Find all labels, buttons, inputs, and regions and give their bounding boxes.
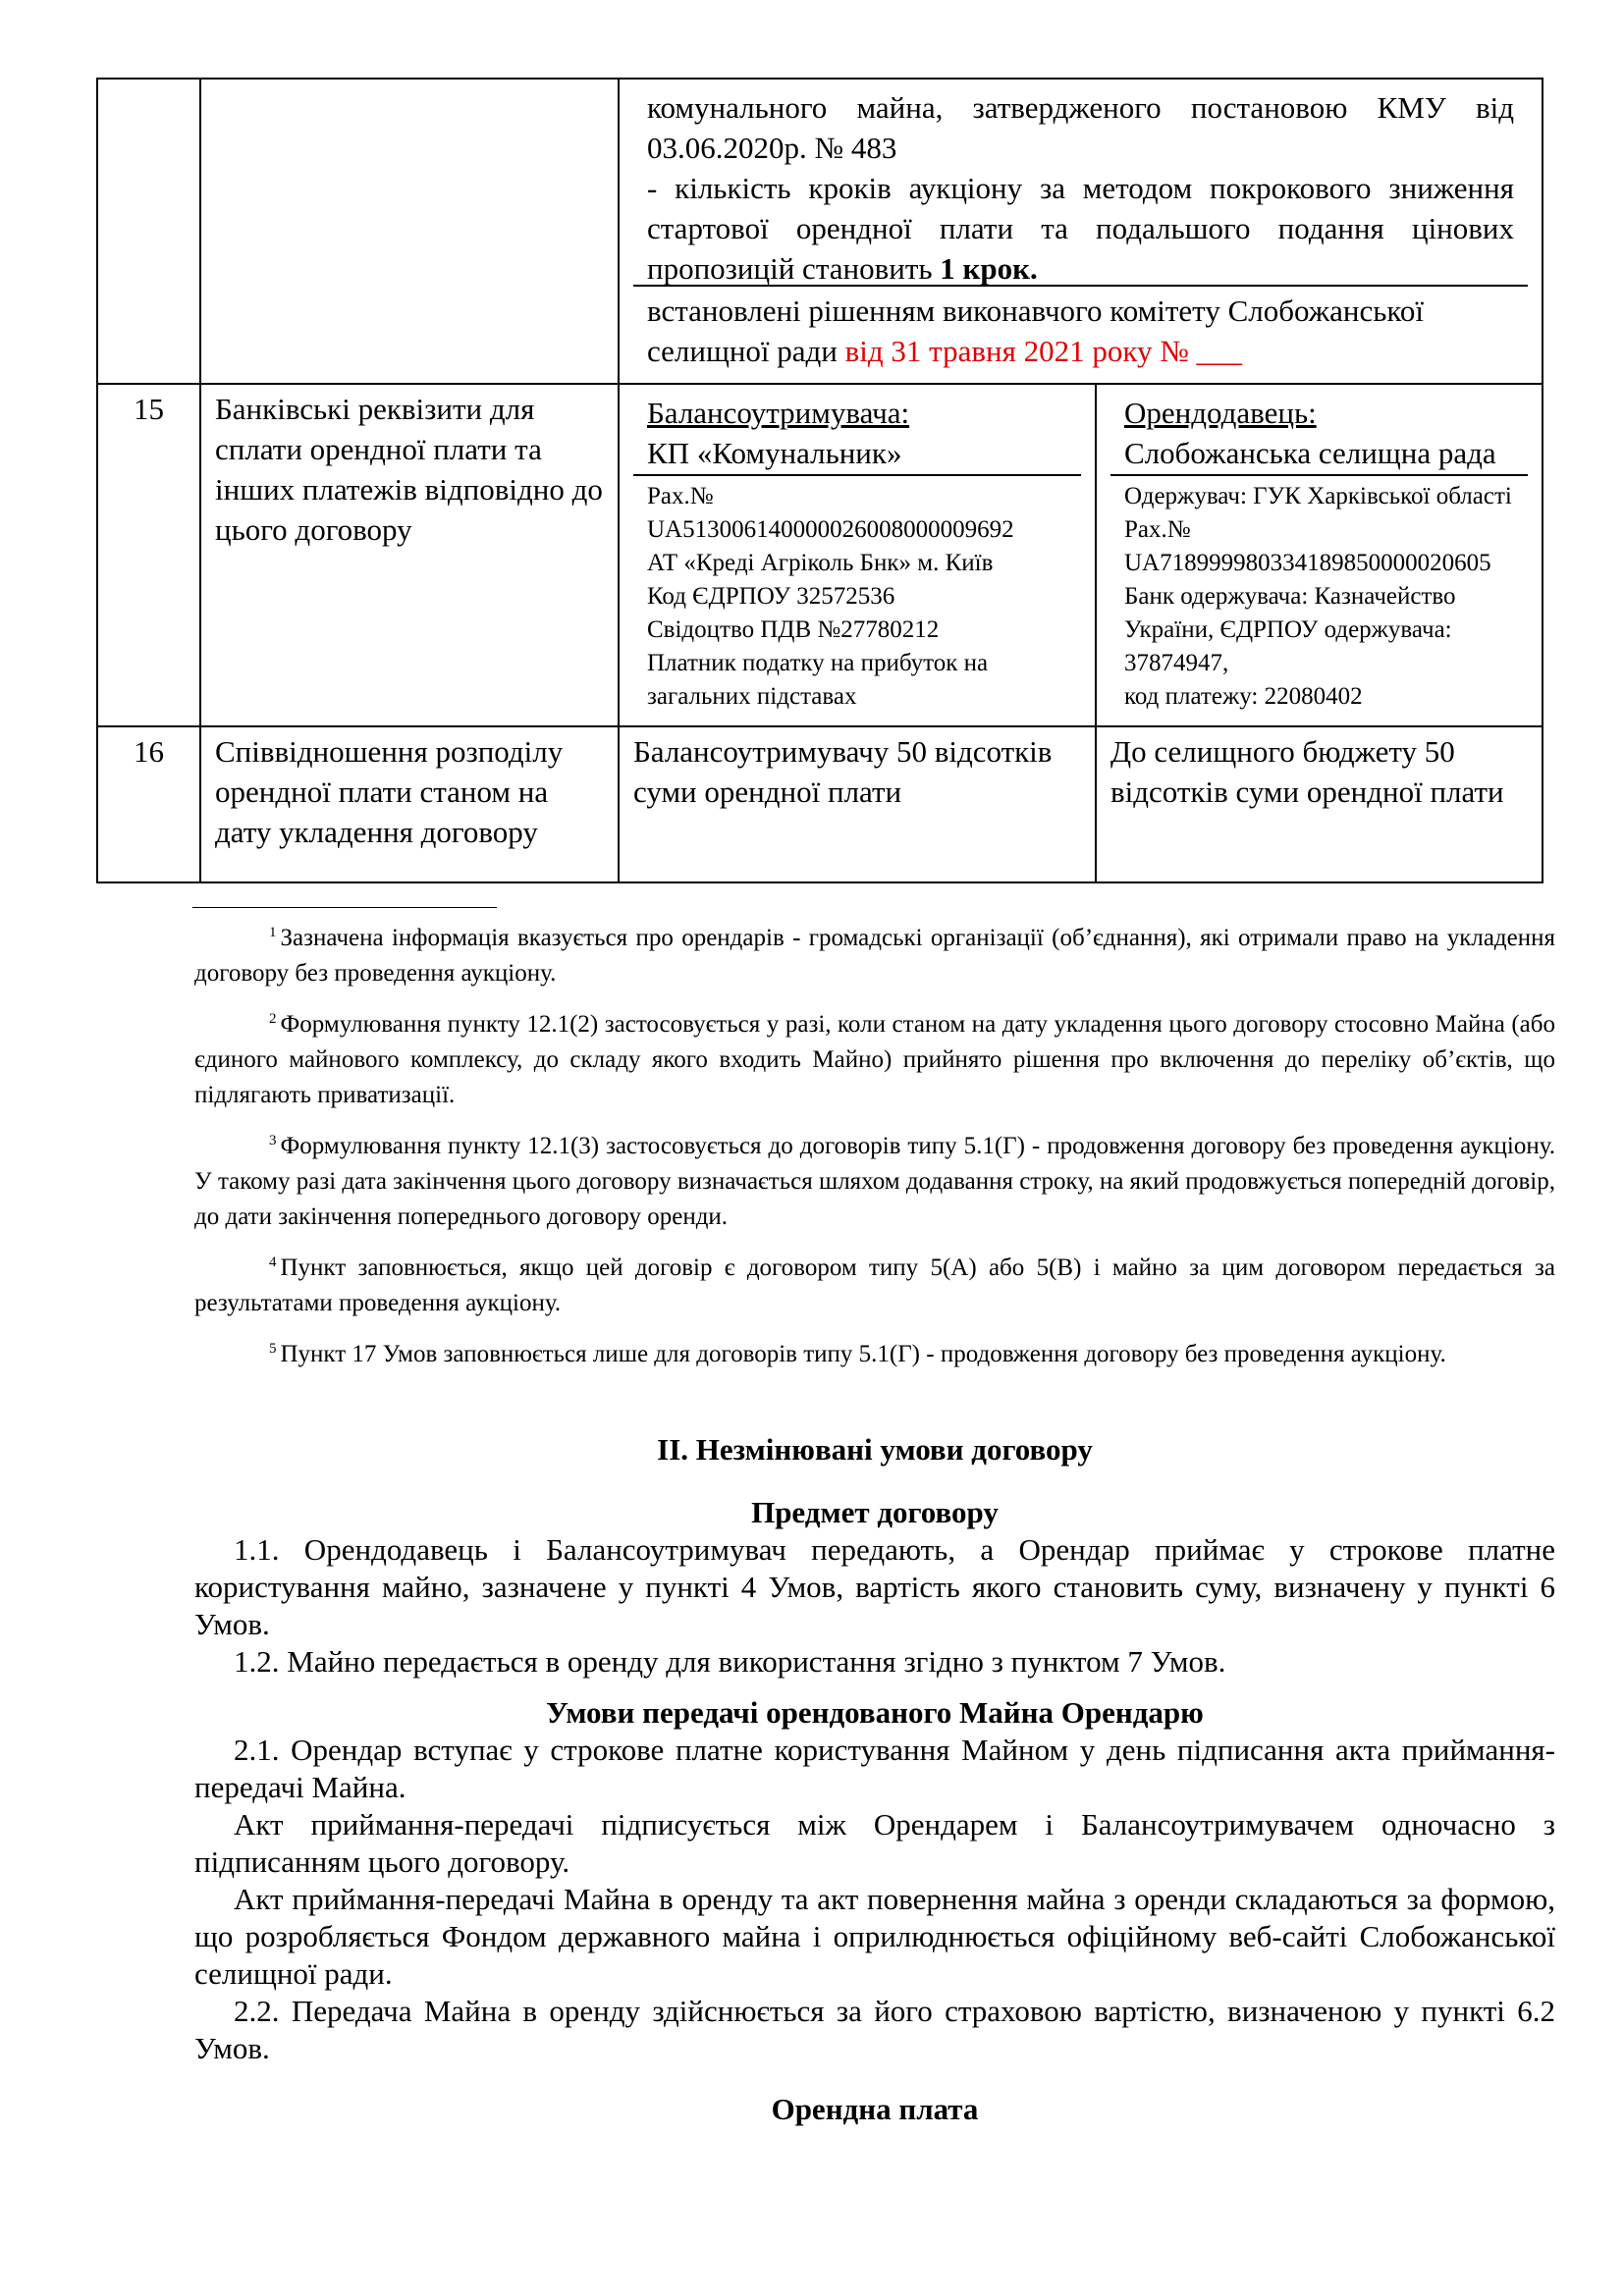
balance-holder-details [619, 384, 1096, 726]
table-row-14-continuation [97, 79, 1543, 384]
row-15-label: Банківські реквізити для сплати орендної плати та інших платежів відповідно до цього договору [200, 384, 619, 726]
footnote-3: $^3$ Формулювання пункту 12.1(3) застосовується до договорів типу 5.1(Г) - продовження договору без проведення аукціону. У такому разі дата закінчення цього договору визначається шляхом додавання строку, на який продовжується попередній договір, до дати закінчення попереднього договору оренди. [194, 1133, 1555, 1230]
lessor-heading: Орендодавець: [1124, 396, 1317, 430]
contract-section [194, 1431, 1555, 2128]
footnote-separator [192, 907, 497, 908]
auction-info [633, 83, 1528, 287]
budget-share: До селищного бюджету 50 відсотків суми орендної плати [1096, 726, 1543, 882]
lessor-bank-details: Одержувач: ГУК Харківської області Рах.№ UA718999980334189850000020605 Банк одержувача: Казначейство України, ЄДРПОУ одержувача: 37874947, код платежу: 22080402 [1124, 483, 1512, 710]
footnote-1: $^1$ Зазначена інформація вказується про орендарів - громадські організації (об’єднання), які отримали право на укладення договору без проведення аукціону. [194, 925, 1555, 987]
clause-1-1: 1.1. Орендодавець і Балансоутримувач передають, а Орендар приймає у строкове платне користування майно, зазначене у пункті 4 Умов, вартість якого становить суму, визначену у пункті 6 Умов. [194, 1532, 1555, 1641]
clause-2-2: 2.2. Передача Майна в оренду здійснюється за його страховою вартістю, визначеною у пункті 6.2 Умов. [194, 1994, 1555, 2065]
row-number-16: 16 [97, 726, 200, 882]
decree-text: комунального майна, затвердженого постановою КМУ від 03.06.2020р. № 483 [647, 90, 1514, 165]
table-row-16 [97, 726, 1543, 882]
balance-holder-share: Балансоутримувачу 50 відсотків суми орендної плати [619, 726, 1096, 882]
section-title: II. Незмінювані умови договору [657, 1432, 1093, 1467]
footnote-2: $^2$ Формулювання пункту 12.1(2) застосовується у разі, коли станом на дату укладення цього договору стосовно Майна (або єдиного майнового комплексу, до складу якого входить Майно) прийнято рішення про включення до переліку об’єктів, що підлягають приватизації. [194, 1011, 1555, 1108]
balance-holder-heading: Балансоутримувача: [647, 396, 910, 430]
decision-date-red: від 31 травня 2021 року № ___ [844, 334, 1243, 368]
footnote-5: $^5$ Пункт 17 Умов заповнюється лише для договорів типу 5.1(Г) - продовження договору без проведення аукціону. [269, 1341, 1446, 1367]
clause-2-1-act: Акт приймання-передачі підписується між Орендарем і Балансоутримувачем одночасно з підписанням цього договору. [194, 1807, 1555, 1879]
cell-number [97, 79, 200, 384]
auction-steps-bold: 1 крок. [940, 251, 1038, 286]
balance-holder-bank-details: Рах.№ UA513006140000026008000009692 АТ «Креді Агріколь Бнк» м. Київ Код ЄДРПОУ 32572536 Свідоцтво ПДВ №27780212 Платник податку на прибуток на загальних підставах [647, 483, 1014, 710]
row-16-label: Співвідношення розподілу орендної плати станом на дату укладення договору [200, 726, 619, 882]
decision-info [633, 287, 1528, 377]
auction-steps-text: - кількість кроків аукціону за методом покрокового зниження стартової орендної плати та подальшого подання цінових пропозицій становить 1 крок. [647, 171, 1514, 286]
clause-1-2: 1.2. Майно передається в оренду для використання згідно з пунктом 7 Умов. [234, 1644, 1226, 1679]
subheading-rent: Орендна плата [771, 2092, 979, 2126]
row-number-15: 15 [97, 384, 200, 726]
lessor-name: Слобожанська селищна рада [1124, 436, 1496, 470]
clause-2-1: 2.1. Орендар вступає у строкове платне користування Майном у день підписання акта приймання-передачі Майна. [194, 1733, 1555, 1804]
table-row-15 [97, 384, 1543, 726]
subheading-transfer: Умови передачі орендованого Майна Орендарю [546, 1695, 1204, 1730]
footnotes [194, 921, 1555, 1388]
cell-value [619, 79, 1543, 384]
lessor-details [1096, 384, 1543, 726]
clause-2-1-form: Акт приймання-передачі Майна в оренду та акт повернення майна з оренди складаються за формою, що розробляється Фондом державного майна і оприлюднюється офіційному веб-сайті Слобожанської селищної ради. [194, 1882, 1555, 1991]
footnote-4: $^4$ Пункт заповнюється, якщо цей договір є договором типу 5(А) або 5(В) і майно за цим договором передається за результатами проведення аукціону. [194, 1255, 1555, 1316]
cell-label [200, 79, 619, 384]
balance-holder-name: КП «Комунальник» [647, 436, 902, 470]
conditions-table [96, 78, 1543, 883]
decision-text: встановлені рішенням виконавчого комітету Слобожанської селищної ради [647, 294, 1424, 368]
subheading-subject: Предмет договору [751, 1495, 999, 1529]
